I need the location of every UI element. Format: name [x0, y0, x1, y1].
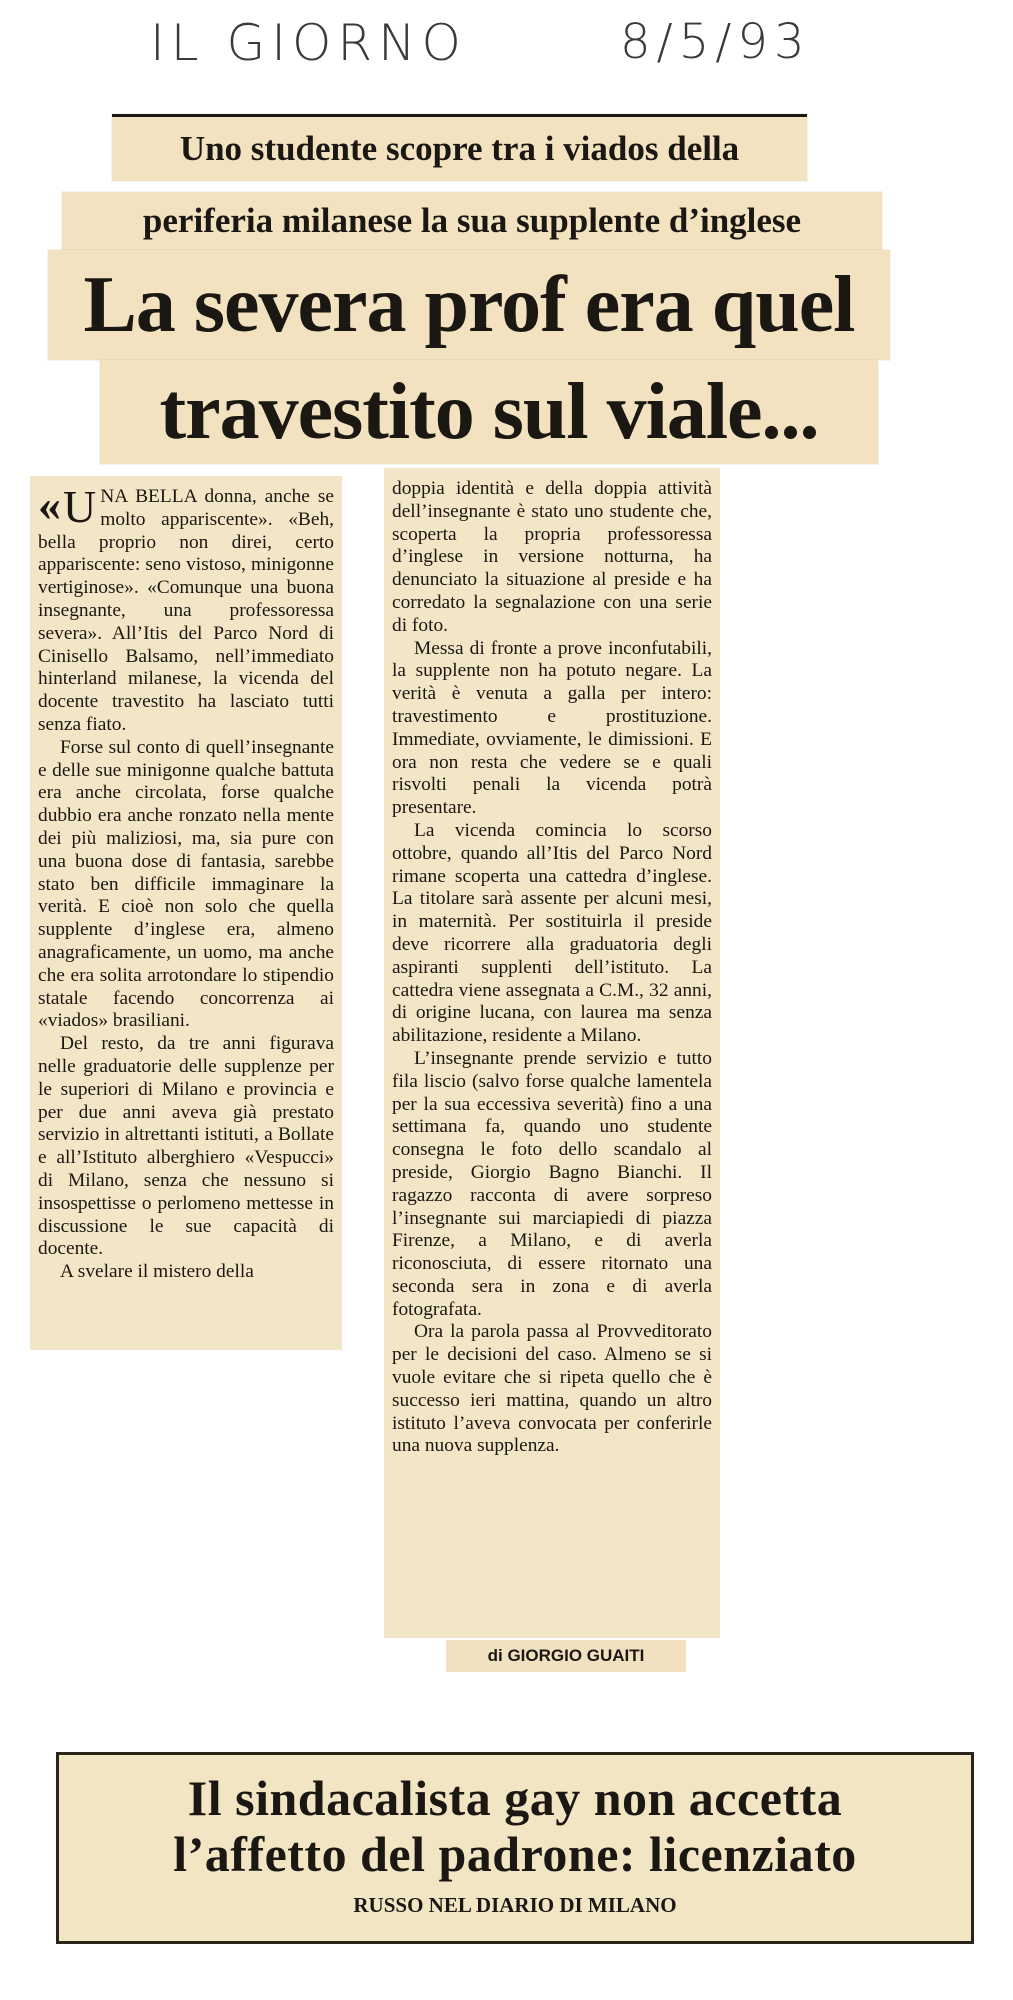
paragraph: L’insegnante prende servizio e tutto fila liscio (salvo forse qualche lamentela per la sua eccessiva severità) fino a una settimana fa, quando uno studente consegna le foto dello scandalo al preside, Giorgio Bagno Bianchi. Il ragazzo racconta di avere sorpreso l’insegnante sui marciapiedi di piazza Firenze, a Milano, e di averla riconosciuta, di essere ritornato una seconda sera in zona e di averla fotografata. — [392, 1047, 712, 1320]
second-clipping — [56, 1752, 974, 1944]
paragraph: Del resto, da tre anni figurava nelle graduatorie delle supplenze per le superiori di Milano e provincia e per due anni aveva già prestato servizio in altrettanti istituti, a Bollate e all’Istituto alberghiero «Vespucci» di Milano, senza che nessuno si insospettisse o perlomeno mettesse in discussione le sue capacità di docente. — [38, 1033, 334, 1260]
article-column-right — [384, 468, 720, 1638]
paragraph: Ora la parola passa al Provveditorato per le decisioni del caso. Almeno se si vuole evitare che si ripeta quello che è successo ieri mattina, quando un altro istituto l’aveva convocata per conferirle una nuova supplenza. — [392, 1321, 712, 1457]
paragraph: doppia identità e della doppia attività dell’insegnante è stato uno studente che, scoperta la propria professoressa d’inglese in versione notturna, ha denunciato la situazione al preside e ha corredato la segnalazione con una serie di foto. — [392, 478, 712, 636]
second-headline-line-2: l’affetto del padrone: licenziato — [173, 1826, 857, 1882]
paragraph: La vicenda comincia lo scorso ottobre, quando all’Itis del Parco Nord rimane scoperta una cattedra d’inglese. La titolare sarà assente per alcuni mesi, in maternità. Per sostituirla il preside deve ricorrere alla graduatoria degli aspiranti supplenti dell’istituto. La cattedra viene assegnata a C.M., 32 anni, di origine lucana, con laurea ma senza abilitazione, residente a Milano. — [392, 819, 712, 1047]
second-subhead: RUSSO NEL DIARIO DI MILANO — [353, 1893, 677, 1917]
second-headline-line-1: Il sindacalista gay non accetta — [187, 1770, 843, 1826]
article-column-left — [30, 476, 342, 1350]
byline: di GIORGIO GUAITI — [446, 1640, 686, 1672]
drop-cap: U — [63, 481, 97, 532]
kicker-line-2: periferia milanese la sua supplente d’inglese — [62, 192, 882, 250]
drop-quote: « — [38, 479, 61, 530]
paragraph: A svelare il mistero della — [60, 1261, 254, 1283]
paragraph — [38, 479, 334, 737]
handwritten-newspaper-name: IL GIORNO — [150, 14, 467, 72]
headline-line-1: La severa prof era quel — [48, 250, 890, 360]
paragraph: Messa di fronte a prove inconfutabili, la supplente non ha potuto negare. La verità è venuta a galla per intero: travestimento e prostituzione. Immediate, ovviamente, le dimissioni. E ora non resta che vedere se e quali risvolti penali la vicenda potrà presentare. — [392, 637, 712, 819]
paragraph-text: NA BELLA donna, anche se molto appariscente». «Beh, bella proprio non direi, certo appariscente: seno vistoso, minigonne vertiginose». «Comunque una buona insegnante, una professoressa severa». All’Itis del Parco Nord di Cinisello Balsamo, nell’immediato hinterland milanese, la vicenda del docente travestito ha lasciato tutti senza fiato. — [38, 486, 334, 735]
paragraph: Forse sul conto di quell’insegnante e delle sue minigonne qualche battuta era anche circolata, forse qualche dubbio era anche ronzato nella mente dei più maliziosi, ma, sia pure con una buona dose di fantasia, sarebbe stato ben difficile immaginare la verità. E cioè non solo che quella supplente d’inglese era, almeno anagraficamente, un uomo, ma anche che era solita arrotondare lo stipendio statale facendo concorrenza ai «viados» brasiliani. — [38, 736, 334, 1032]
headline-line-2: travestito sul viale... — [100, 360, 878, 464]
kicker-line-1: Uno studente scopre tra i viados della — [112, 114, 807, 181]
handwritten-date: 8/5/93 — [620, 14, 811, 70]
